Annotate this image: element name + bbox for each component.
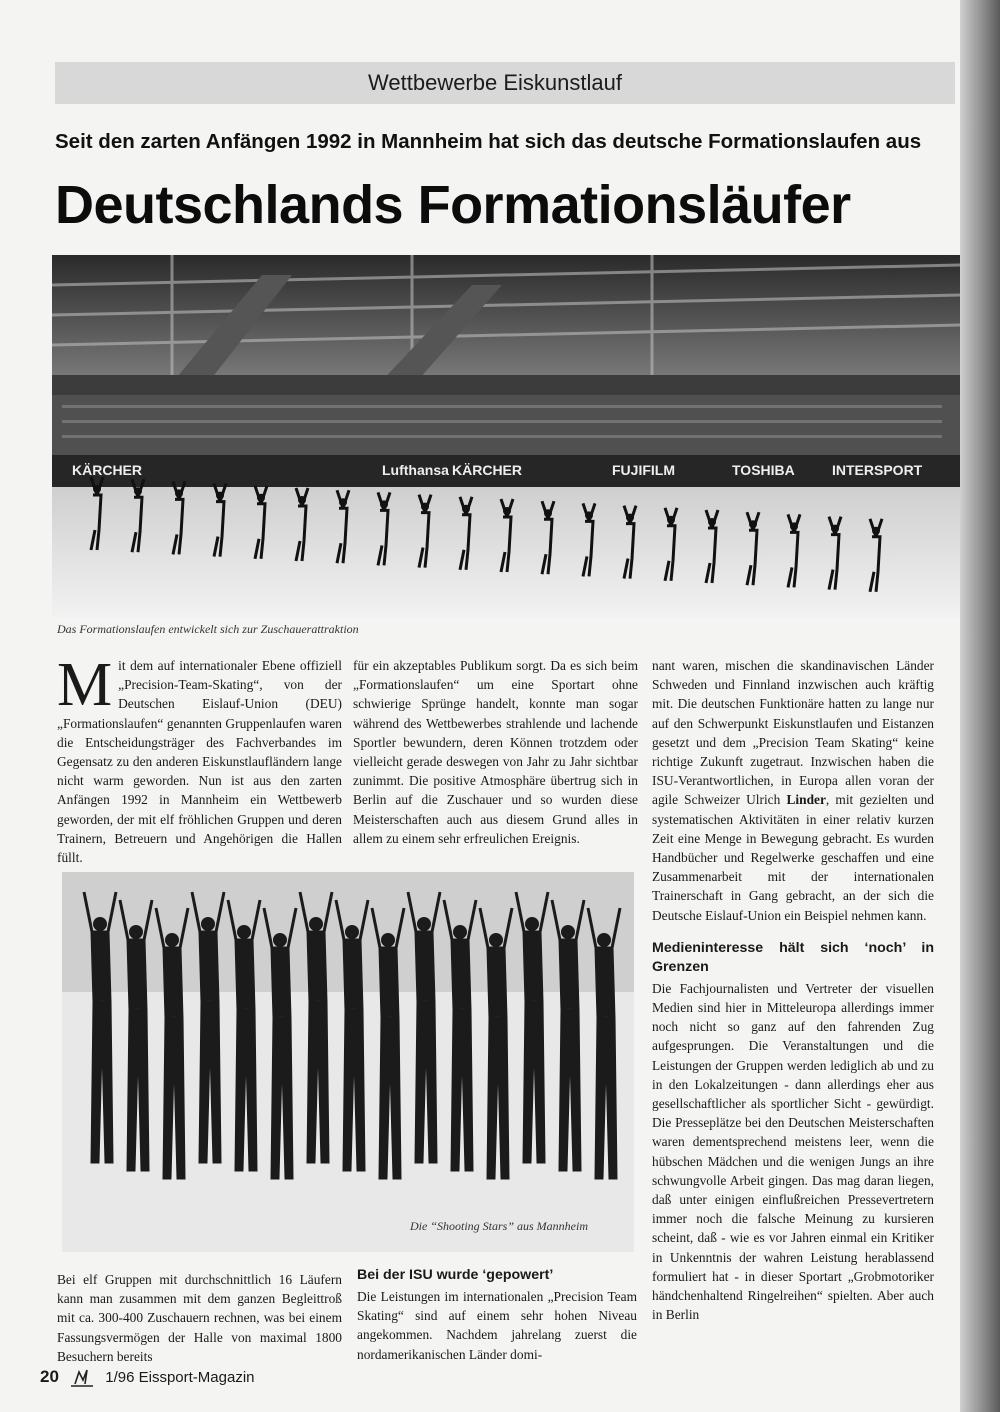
skater-head	[380, 500, 388, 508]
skater-head	[831, 525, 839, 533]
col1-paragraph-1: it dem auf internationaler Ebene offiziell „Precision-Team-Skating“, von der Deutschen Eislauf-Union (DEU) „Formationslaufen“ genannten Gruppenlaufen waren die Entscheidungsträger des Fachverbandes im Gegensatz zu den anderen Eiskunstlaufländern lange nicht warm geworden. Nun ist aus den zarten Anfängen 1992 in Mannheim ein Wettbewerb geworden, der mit elf fröhlichen Gruppen und deren Trainern, Betreuern und Angehörigen die Hallen füllt.	[57, 658, 342, 866]
section-title: Wettbewerbe Eiskunstlauf	[368, 70, 622, 95]
team-skater-head	[597, 933, 611, 947]
skater-head	[667, 516, 675, 524]
team-skater-head	[525, 917, 539, 931]
skater-head	[790, 522, 798, 530]
team-skater-head	[417, 917, 431, 931]
skater-head	[626, 514, 634, 522]
team-skater-head	[273, 933, 287, 947]
col1-paragraph-2: Bei elf Gruppen mit durchschnittlich 16 Läufern kann man zusammen mit dem ganzen Begleittroß mit ca. 300-400 Zuschauern rechnen, was bei einem Fassungsvermögen der Halle von maximal 1800 Besuchern bereits	[57, 1272, 342, 1364]
photo-arena	[52, 255, 960, 618]
team-skater-head	[129, 925, 143, 939]
col3-paragraph-1a: nant waren, mischen die skandinavischen Länder Schweden und Finnland inzwischen auch kräftig mit. Die deutschen Funktionäre hatten zu lange nur auf den Schwerpunkt Eiskunstlaufen und Eistanzen gesetzt und dem „Precision Team Skating“ keine richtige Zukunft zugetraut. Inzwischen haben die ISU-Verantwortlichen, in Europa allen voran der agile Schweizer Ulrich	[652, 658, 934, 808]
team-skater-head	[381, 933, 395, 947]
banner-2: Lufthansa	[382, 462, 449, 478]
skater-head	[216, 492, 224, 500]
dropcap: M	[57, 651, 113, 719]
photo-shooting-stars	[62, 872, 634, 1252]
column-1-bottom	[57, 1270, 342, 1366]
team-skater-head	[201, 917, 215, 931]
page-number: 20	[40, 1367, 59, 1386]
banner-4: FUJIFILM	[612, 462, 675, 478]
skater-head	[298, 496, 306, 504]
kicker: Seit den zarten Anfängen 1992 in Mannheim hat sich das deutsche Formationslaufen aus	[55, 130, 922, 153]
subhead-media: Medieninteresse hält sich ‘noch’ in Grenzen	[652, 939, 934, 975]
banner-5: TOSHIBA	[732, 462, 795, 478]
skater-head	[175, 489, 183, 497]
col2-paragraph-2: Die Leistungen im internationalen „Precision Team Skating“ sind auf einem sehr hohen Niveau angekommen. Nachdem jahrelang zuerst die nordamerikanischen Länder domi-	[357, 1289, 637, 1362]
team-skater-head	[165, 933, 179, 947]
team-skater-head	[561, 925, 575, 939]
col3-paragraph-2: Die Fachjournalisten und Vertreter der visuellen Medien sind hier in Mitteleuropa allerdings immer noch nicht so ganz auf den fahrenden Zug aufgesprungen. Die Veranstaltungen und die Leistungen der Gruppen werden lediglich ab und zu in den Lokalzeitungen - dann allerdings eher aus gesellschaftlicher als sportlicher Sicht - gewürdigt. Die Presseplätze bei den Deutschen Meisterschaften waren dementsprechend meistens leer, wenn die hübschen Mädchen und die wenigen Jungs an ihre schwungvolle Arbeit gingen. Das mag daran liegen, daß unter einigen einflußreichen Pressevertretern immer noch die falsche Meinung zu kursieren scheint, daß - wie es vor Jahren einmal ein Kritiker in Unkenntnis der wahren Leistung herablassend formuliert hat - in dieser Sportart „Grobmotoriker händchenhaltend Ringelreihen“ spielten. Aber auch in Berlin	[652, 980, 934, 1323]
caption-arena: Das Formationslaufen entwickelt sich zur Zuschauerattraktion	[57, 622, 359, 636]
skater-head	[462, 505, 470, 513]
banner-6: INTERSPORT	[832, 462, 923, 478]
banner-1: KÄRCHER	[72, 462, 142, 478]
skater-head	[421, 503, 429, 511]
subhead-isu: Bei der ISU wurde ‘gepowert’	[357, 1267, 554, 1283]
skater-head	[257, 494, 265, 502]
col3-paragraph-1b: , mit gezielten und systematischen Aktivitäten in einer relativ kurzen Zeit eine Menge in Bewegung gebracht. Es wurden Handbücher und Regelwerke geschaffen und eine Zusammenarbeit mit der internationalen Trainerschaft in Gang gebracht, an der sich die Deutsche Eislauf-Union ein Beispiel nehmen kann.	[652, 792, 934, 923]
team-skater-head	[93, 917, 107, 931]
skater-head	[749, 520, 757, 528]
skater-head	[708, 518, 716, 526]
team-skater-head	[489, 933, 503, 947]
team-skater-head	[453, 925, 467, 939]
team-skater-head	[309, 917, 323, 931]
column-1-top	[57, 651, 342, 867]
skater-head	[134, 487, 142, 495]
col2-paragraph-1: für ein akzeptables Publikum sorgt. Da es sich beim „Formationslaufen“ um eine Sportart ohne schwierige Sprünge handelt, konnte man sogar während des Wettbewerbes strahlende und lachende Sportler bewundern, deren Können trotzdem oder vielleicht gerade deswegen von Jahr zu Jahr sichtbar zunimmt. Die positive Atmosphäre übertrug sich in Berlin auf die Zuschauer und so wurden diese Meisterschaften auch aus diesem Grund alles in allem zu einem sehr erfreulichen Ereignis.	[353, 658, 638, 846]
issue-label: 1/96 Eissport-Magazin	[105, 1369, 255, 1386]
arena-illustration	[52, 255, 960, 618]
column-3	[652, 656, 934, 1325]
team-illustration	[62, 872, 634, 1252]
headline: Deutschlands Formationsläufer	[55, 175, 851, 235]
name-linder: Linder	[786, 792, 826, 808]
column-2-bottom	[357, 1266, 637, 1364]
skater-head	[503, 507, 511, 515]
skater-head	[585, 511, 593, 519]
skater-head	[339, 498, 347, 506]
skater-head	[93, 485, 101, 493]
caption-team: Die “Shooting Stars” aus Mannheim	[410, 1219, 589, 1233]
section-bar	[55, 62, 955, 104]
skater-head	[872, 527, 880, 535]
skater-head	[544, 509, 552, 517]
team-skater-head	[345, 925, 359, 939]
column-2-top	[353, 656, 638, 848]
skater-logo-icon	[69, 1368, 95, 1388]
footer	[40, 1367, 255, 1388]
team-skater-head	[237, 925, 251, 939]
banner-3: KÄRCHER	[452, 462, 522, 478]
